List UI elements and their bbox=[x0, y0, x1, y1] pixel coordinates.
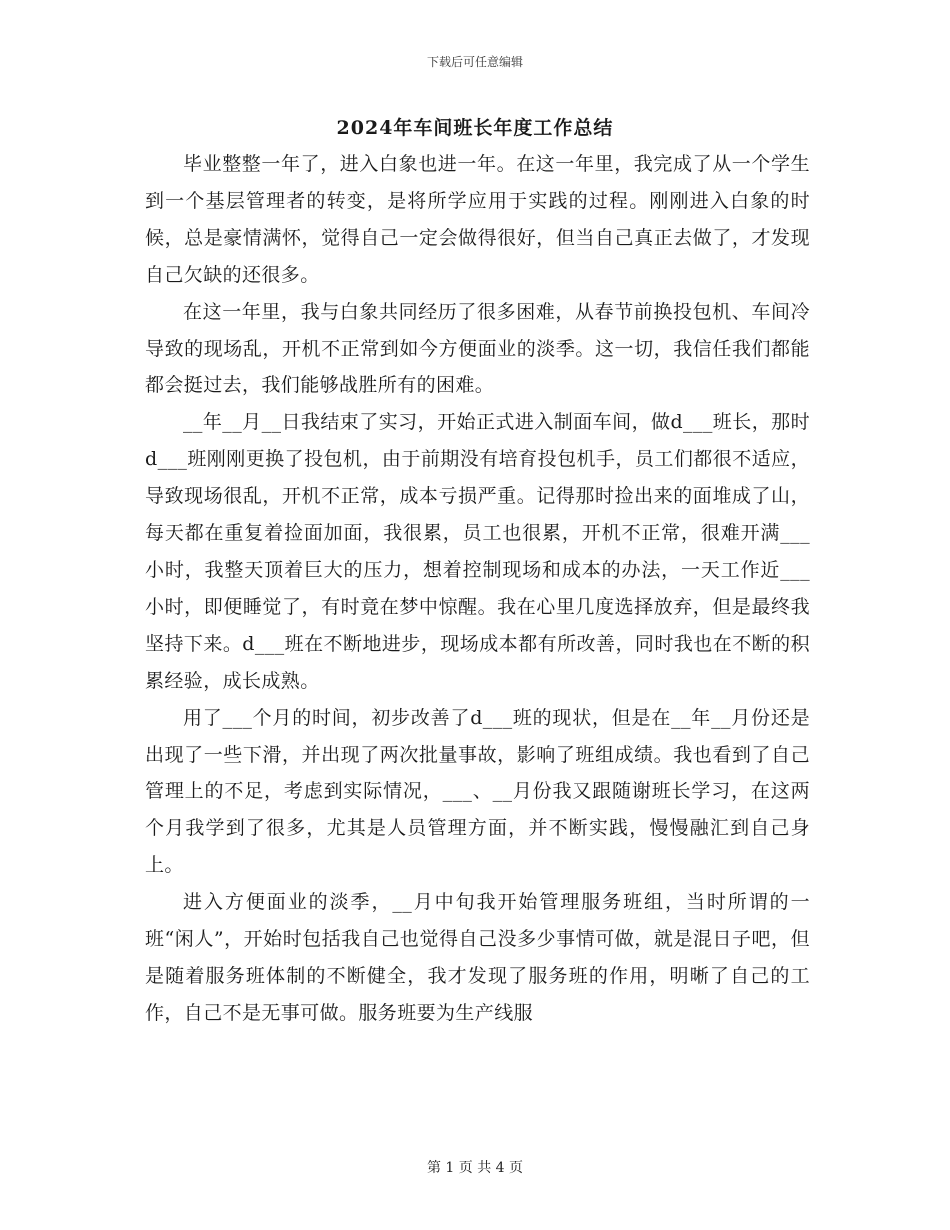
paragraph: 毕业整整一年了，进入白象也进一年。在这一年里，我完成了从一个学生到一个基层管理者的转变，是将所学应用于实践的过程。刚刚进入白象的时候，总是豪情满怀，觉得自己一定会做得很好，但当自己真正去做了，才发现自己欠缺的还很多。 bbox=[145, 153, 810, 286]
document-title: 2024年车间班长年度工作总结 bbox=[336, 117, 614, 139]
page-header: 下载后可任意编辑 bbox=[426, 55, 523, 69]
document-body bbox=[145, 146, 810, 1032]
paragraph: 用了___个月的时间，初步改善了d___班的现状，但是在__年__月份还是出现了一些下滑，并出现了两次批量事故，影响了班组成绩。我也看到了自己管理上的不足，考虑到实际情况，___、__月份我又跟随谢班长学习，在这两个月我学到了很多，尤其是人员管理方面，并不断实践，慢慢融汇到自己身上。 bbox=[145, 706, 810, 877]
page-footer: 第 1 页 共 4 页 bbox=[426, 1160, 524, 1176]
paragraph: __年__月__日我结束了实习，开始正式进入制面车间，做d___班长，那时d___班刚刚更换了投包机，由于前期没有培育投包机手，员工们都很不适应，导致现场很乱，开机不正常，成本亏损严重。记得那时捡出来的面堆成了山，每天都在重复着捡面加面，我很累，员工也很累，开机不正常，很难开满___小时，我整天顶着巨大的压力，想着控制现场和成本的办法，一天工作近___小时，即便睡觉了，有时竟在梦中惊醒。我在心里几度选择放弃，但是最终我坚持下来。d___班在不断地进步，现场成本都有所改善，同时我也在不断的积累经验，成长成熟。 bbox=[145, 411, 810, 692]
paragraph: 进入方便面业的淡季，__月中旬我开始管理服务班组，当时所谓的一班“闲人”，开始时包括我自己也觉得自己没多少事情可做，就是混日子吧，但是随着服务班体制的不断健全，我才发现了服务班的作用，明晰了自己的工作，自己不是无事可做。服务班要为生产线服 bbox=[145, 891, 810, 1024]
paragraph: 在这一年里，我与白象共同经历了很多困难，从春节前换投包机、车间冷导致的现场乱，开机不正常到如今方便面业的淡季。这一切，我信任我们都能都会挺过去，我们能够战胜所有的困难。 bbox=[145, 300, 810, 397]
